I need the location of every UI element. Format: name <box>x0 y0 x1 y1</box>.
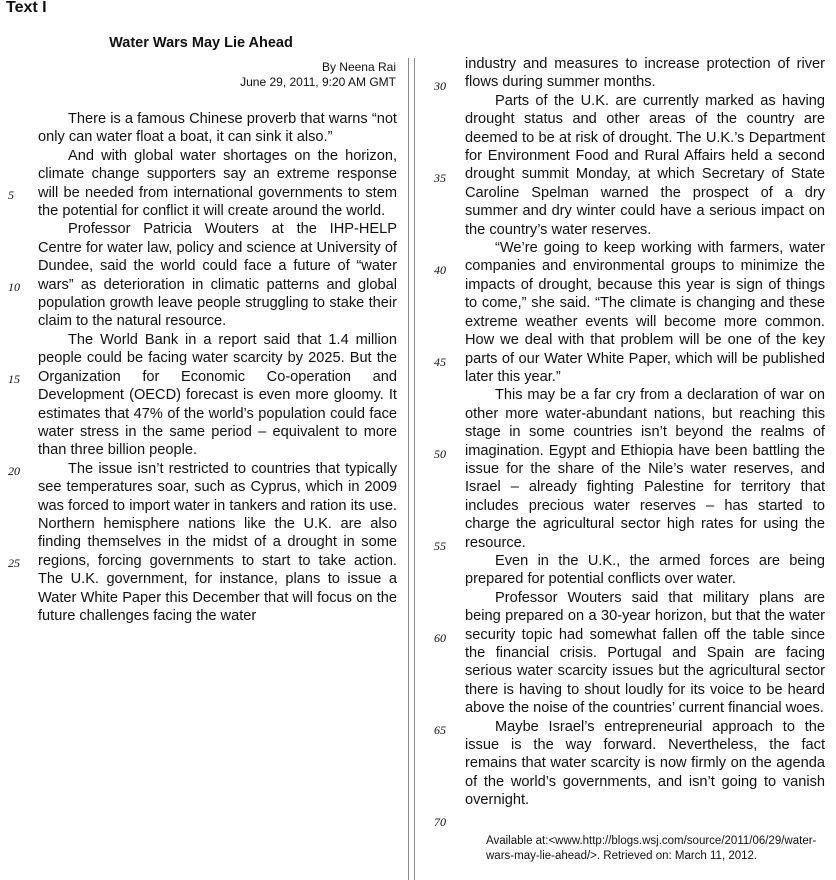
paragraph: Even in the U.K., the armed forces are being prepared for potential conflicts over water. <box>465 552 825 588</box>
paragraph: Parts of the U.K. are currently marked as having drought status and other areas of the country are deemed to be at risk of drought. The U.K.’s Department for Environment Food and Rural Affairs held a second drought summit Monday, at which Secretary of State Caroline Spelman warned the prospect of a dry summer and dry winter could have a serious impact on the country’s water reserves. <box>465 92 825 238</box>
paragraph: And with global water shortages on the horizon, climate change supporters say an extreme response will be needed from international governments to stem the potential for conflict it will create around the world. <box>38 147 397 220</box>
line-number: 55 <box>434 539 446 553</box>
column-divider <box>408 58 415 880</box>
paragraph: Maybe Israel’s entrepreneurial approach to the issue is the way forward. Nevertheless, the fact remains that water scarcity is now firmly on the agenda of the world’s governments, and isn’t going to vanish overnight. <box>465 718 825 809</box>
page-heading: Text I <box>6 0 47 16</box>
line-number: 35 <box>434 171 446 185</box>
line-number: 30 <box>434 79 446 93</box>
source-citation: Available at:<www.http://blogs.wsj.com/source/2011/06/29/water-wars-may-lie-ahead/>. Retrieved on: March 11, 2012. <box>486 835 817 862</box>
line-number: 10 <box>8 280 20 294</box>
line-number: 45 <box>434 355 446 369</box>
line-number: 20 <box>8 464 20 478</box>
paragraph: The World Bank in a report said that 1.4 million people could be facing water scarcity by 2025. But the Organization for Economic Co-operation and Development (OECD) forecast is even more gloomy. It estimates that 47% of the world’s population could face water stress in the same period – equivalent to more than three billion people. <box>38 331 397 459</box>
article-title: Water Wars May Lie Ahead <box>109 35 293 51</box>
line-number: 40 <box>434 263 446 277</box>
byline <box>240 60 396 90</box>
paragraph: The issue isn’t restricted to countries that typically see temperatures soar, such as Cyprus, which in 2009 was forced to import water in tankers and ration its use. Northern hemisphere nations like the U.K. are also finding themselves in the midst of a drought in some regions, forcing governments to start to take action. The U.K. government, for instance, plans to issue a Water White Paper this December that will focus on the future challenges facing the water <box>38 460 397 624</box>
line-number: 50 <box>434 447 446 461</box>
paragraph: There is a famous Chinese proverb that warns “not only can water float a boat, it can sink it also.” <box>38 111 397 146</box>
line-number: 15 <box>8 372 20 386</box>
paragraph: “We’re going to keep working with farmers, water companies and environmental groups to minimize the impacts of drought, because this year is sign of things to come,” she said. “The climate is changing and these extreme weather events will become more common. How we deal with that problem will be one of the key parts of our Water White Paper, which will be published later this year.” <box>465 240 825 385</box>
line-number: 5 <box>8 188 14 202</box>
publication-date: June 29, 2011, 9:20 AM GMT <box>240 75 396 89</box>
line-number: 65 <box>434 723 446 737</box>
line-number: 60 <box>434 631 446 645</box>
left-column <box>38 110 397 625</box>
paragraph: Professor Patricia Wouters at the IHP-HELP Centre for water law, policy and science at University of Dundee, said the world could face a future of “water wars” as deterioration in climatic patterns and global population growth leave people struggling to stake their claim to the natural resource. <box>38 221 397 330</box>
line-number: 25 <box>8 556 20 570</box>
paragraph: Professor Wouters said that military plans are being prepared on a 30-year horizon, but that the water security topic had somewhat fallen off the table since the financial crisis. Portugal and Spain are facing serious water scarcity issues but the agricultural sector there is having to shout loudly for its voice to be heard above the noise of the countries’ current financial woes. <box>465 589 825 717</box>
paragraph: This may be a far cry from a declaration of war on other more water-abundant nations, but reaching this stage in some countries isn’t beyond the realms of imagination. Egypt and Ethiopia have been battling the issue for the share of the Nile’s water reserves, and Israel – already fighting Palestine for territory that includes precious water reserves – has started to charge the agricultural sector high rates for using the resource. <box>465 387 825 551</box>
author: By Neena Rai <box>321 60 396 74</box>
line-number: 70 <box>434 815 446 829</box>
paragraph-continuation: industry and measures to increase protection of river flows during summer months. <box>465 56 825 91</box>
right-column <box>465 55 825 810</box>
